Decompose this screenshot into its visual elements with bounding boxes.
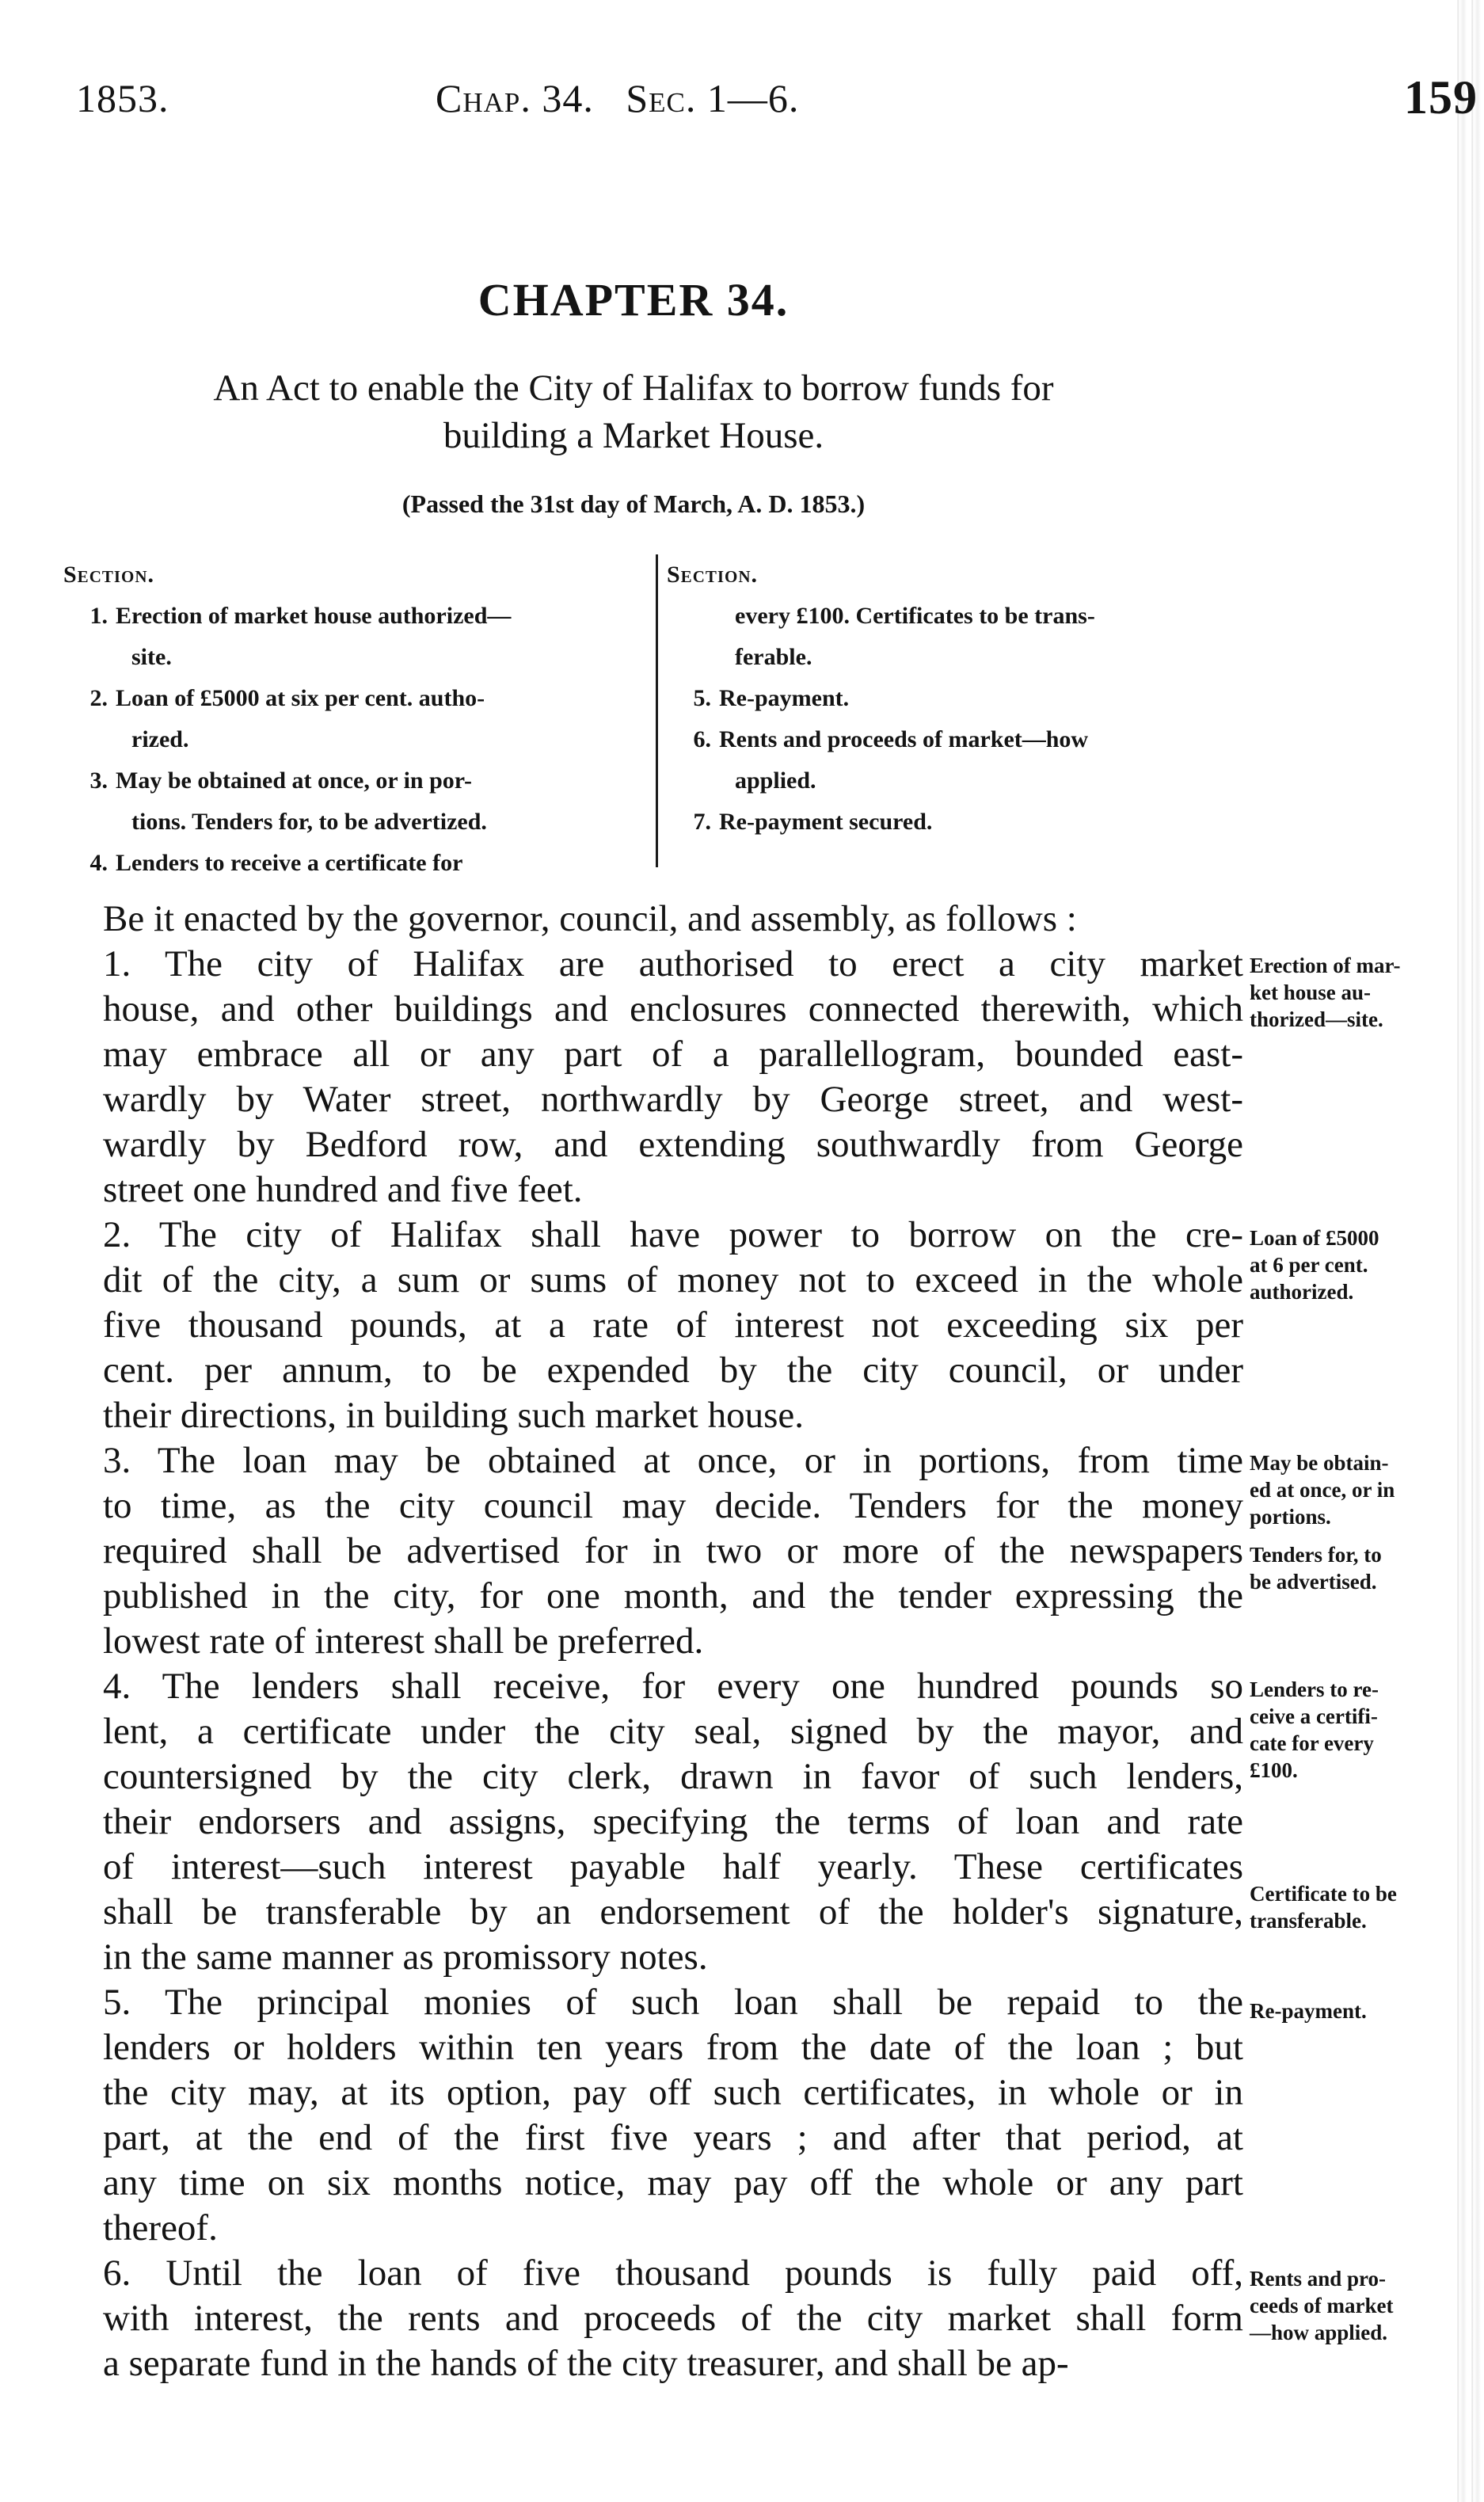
body-line: required shall be advertised for in two or more of the newspapers [103,1530,1243,1571]
contents-entry [63,596,649,637]
act-title-line: building a Market House. [443,415,824,456]
contents-entry-text: May be obtained at once, or in por- [116,767,472,794]
body-line: five thousand pounds, at a rate of interest not exceeding six per [103,1304,1243,1346]
contents-entry-text: applied. [735,767,816,794]
body-line: 6. Until the loan of five thousand pounds is fully paid off, [103,2253,1243,2294]
marginal-note-line: Re-payment. [1250,1999,1367,2023]
body-line: the city may, at its option, pay off such certificates, in whole or in [103,2072,1243,2113]
passed-date: (Passed the 31st day of March, A. D. 1853.) [401,489,866,518]
body-line: lenders or holders within ten years from the date of the loan ; but [103,2027,1243,2068]
marginal-note-line: authorized. [1250,1280,1354,1304]
marginal-note-line: May be obtain- [1250,1451,1389,1475]
contents-entry [667,637,1253,678]
running-head-chapter-section: Chap. 34. Sec. 1—6. [436,76,800,120]
marginal-note-line: £100. [1250,1758,1298,1782]
contents-header: Section. [63,562,155,588]
contents-entry [667,802,1253,843]
body-line: countersigned by the city clerk, drawn in favor of such lenders, [103,1756,1243,1797]
contents-entry-text: ferable. [735,644,812,670]
body-line: Be it enacted by the governor, council, and assembly, as follows : [103,898,1077,939]
contents-entry [667,678,1253,719]
marginal-note-line: portions. [1250,1505,1331,1529]
contents-entry [63,760,649,802]
page-number: 159 [1404,71,1478,124]
body-line: their directions, in building such market house. [103,1395,804,1436]
contents-entry [63,719,649,760]
contents-entry-number: 6. [693,726,711,752]
body-line: shall be transferable by an endorsement of the holder's signature, [103,1891,1243,1933]
contents-entry-text: Loan of £5000 at six per cent. autho- [116,685,485,711]
body-line: wardly by Bedford row, and extending southwardly from George [103,1124,1243,1165]
marginal-note-line: Loan of £5000 [1250,1226,1379,1250]
body-line: with interest, the rents and proceeds of the city market shall form [103,2298,1243,2339]
marginal-note-line: Rents and pro- [1250,2267,1387,2291]
body-line: of interest—such interest payable half yearly. These certificates [103,1846,1243,1887]
marginal-note-line: cate for every [1250,1731,1374,1755]
marginal-note [1250,1224,1463,1305]
body-line: a separate fund in the hands of the city treasurer, and shall be ap- [103,2343,1069,2384]
marginal-note [1250,952,1463,1033]
body-line: 4. The lenders shall receive, for every one hundred pounds so [103,1666,1243,1707]
act-title-line: An Act to enable the City of Halifax to borrow funds for [213,367,1054,409]
marginal-note [1250,2265,1463,2346]
contents-entry-text: Lenders to receive a certificate for [116,850,463,876]
contents-entry-number: 7. [693,809,711,835]
body-line: 3. The loan may be obtained at once, or in portions, from time [103,1440,1243,1481]
contents-right-column [667,554,1253,843]
contents-entry [667,760,1253,802]
body-line: their endorsers and assigns, specifying the terms of loan and rate [103,1801,1243,1842]
marginal-note-line: at 6 per cent. [1250,1253,1368,1277]
act-title [95,364,1172,459]
contents-entry-text: Re-payment secured. [719,809,933,835]
marginal-note-line: Erection of mar- [1250,954,1401,977]
marginal-note-line: Tenders for, to [1250,1543,1382,1567]
marginal-note-line: be advertised. [1250,1570,1377,1594]
contents-entry-text: site. [131,644,172,670]
contents-entry [63,843,649,884]
contents-entry [667,596,1253,637]
running-head-year: 1853. [76,76,169,120]
body-line: 5. The principal monies of such loan shall be repaid to the [103,1982,1243,2023]
body-line: lent, a certificate under the city seal, signed by the mayor, and [103,1711,1243,1752]
body-line: 2. The city of Halifax shall have power to borrow on the cre- [103,1214,1243,1255]
contents-entry [63,802,649,843]
marginal-note-line: ed at once, or in [1250,1478,1395,1502]
marginal-note [1250,1449,1463,1530]
body-line: dit of the city, a sum or sums of money not to exceed in the whole [103,1259,1243,1301]
body-line: lowest rate of interest shall be preferred. [103,1620,704,1662]
contents-entry [63,637,649,678]
marginal-note-line: thorized—site. [1250,1007,1383,1031]
contents-entry [63,678,649,719]
contents-entry-text: every £100. Certificates to be trans- [735,603,1095,629]
marginal-note [1250,1541,1463,1595]
contents-entry [667,719,1253,760]
marginal-note-line: ceeds of market [1250,2294,1394,2317]
body-line: cent. per annum, to be expended by the city council, or under [103,1350,1243,1391]
body-line: in the same manner as promissory notes. [103,1936,708,1978]
body-line: thereof. [103,2207,218,2249]
marginal-note [1250,1676,1463,1784]
body-line: wardly by Water street, northwardly by George street, and west- [103,1079,1243,1120]
marginal-note-line: —how applied. [1250,2321,1388,2344]
body-line: any time on six months notice, may pay off the whole or any part [103,2162,1243,2203]
marginal-note-line: Certificate to be [1250,1882,1397,1906]
contents-entry-number: 1. [89,603,108,629]
contents-left-column [63,554,649,884]
body-line: house, and other buildings and enclosures connected therewith, which [103,988,1243,1030]
section-contents [63,554,1251,876]
body-line: to time, as the city council may decide. Tenders for the money [103,1485,1243,1526]
marginal-note-line: Lenders to re- [1250,1678,1379,1701]
contents-entry-number: 3. [89,767,108,794]
contents-entry-number: 2. [89,685,108,711]
contents-entry-text: rized. [131,726,189,752]
marginal-note [1250,1880,1463,1934]
contents-entry-number: 4. [89,850,108,876]
marginal-note [1250,1997,1463,2024]
body-line: 1. The city of Halifax are authorised to erect a city market [103,943,1243,984]
contents-header: Section. [667,562,759,588]
contents-divider [656,554,658,867]
body-line: published in the city, for one month, and the tender expressing the [103,1575,1243,1617]
act-body-text [103,897,1243,2386]
contents-entry-text: tions. Tenders for, to be advertized. [131,809,487,835]
marginal-note-line: transferable. [1250,1909,1367,1933]
contents-entry-number: 5. [693,685,711,711]
body-line: may embrace all or any part of a parallellogram, bounded east- [103,1034,1243,1075]
body-line: part, at the end of the first five years ; and after that period, at [103,2117,1243,2158]
running-head [76,71,1478,139]
contents-entry-text: Rents and proceeds of market—how [719,726,1089,752]
body-line: street one hundred and five feet. [103,1169,583,1210]
marginal-note-line: ceive a certifi- [1250,1704,1378,1728]
chapter-title: CHAPTER 34. [478,274,790,326]
marginal-note-line: ket house au- [1250,981,1372,1004]
contents-entry-text: Re-payment. [719,685,850,711]
contents-entry-text: Erection of market house authorized— [116,603,512,629]
